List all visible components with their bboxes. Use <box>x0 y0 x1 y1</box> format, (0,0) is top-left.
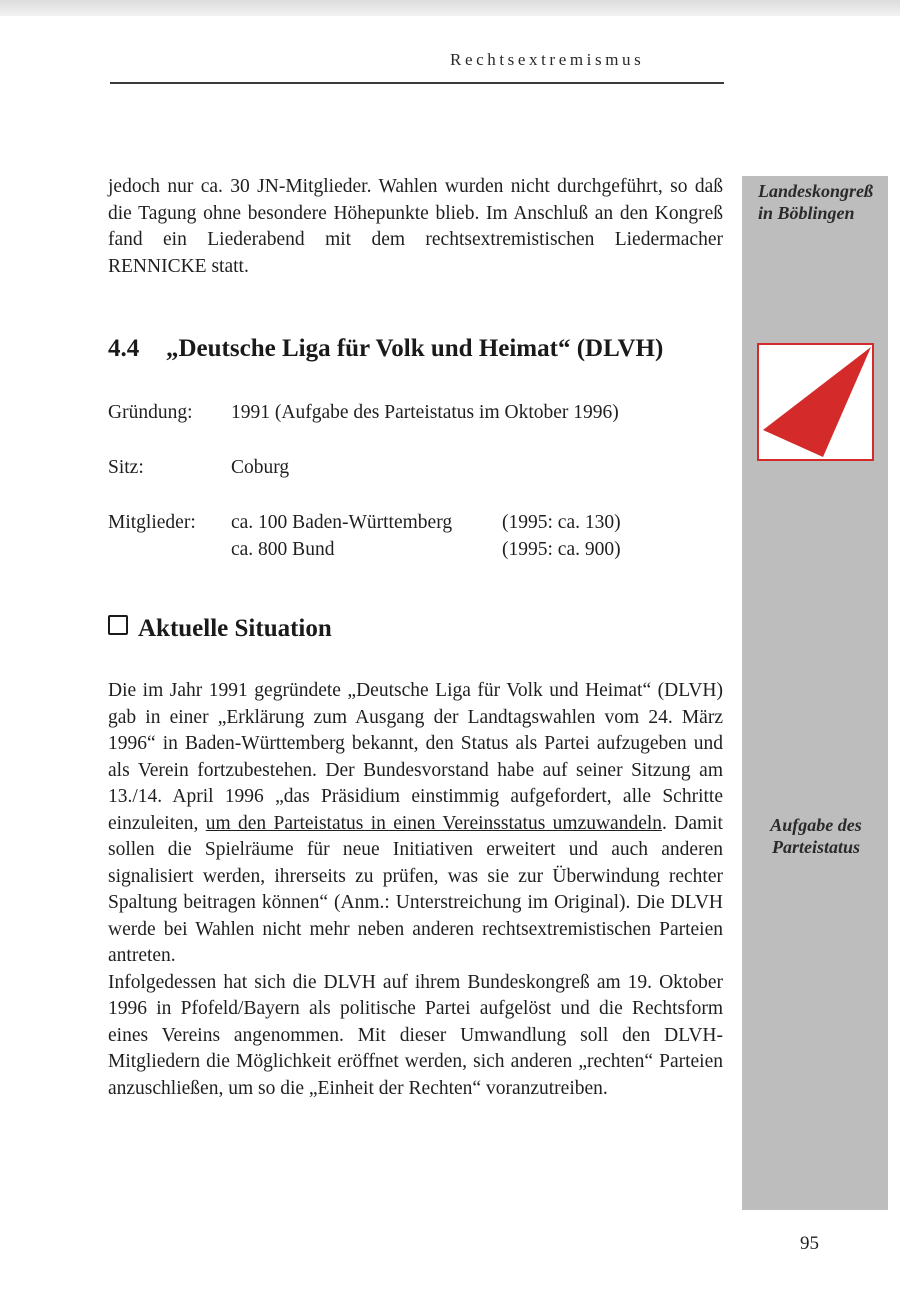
fact-value: Coburg <box>231 457 290 478</box>
subsection-title: Aktuelle Situation <box>138 615 332 642</box>
main-body <box>108 678 723 1102</box>
section-title: „Deutsche Liga für Volk und Heimat“ (DLVH) <box>166 335 664 362</box>
fact-label: Sitz: <box>108 457 144 478</box>
paragraph-1-text-cont: . Damit sollen die Spielräume für neue Initiativen erweitert und auch anderen signalisiert werden, ihrerseits zu prüfen, was sie zur Überwindung rechter Spaltung beitragen können“ (Anm.: Unterstreichung im Original). Die DLVH werde bei Wahlen nicht mehr neben anderen rechtsextremistischen Parteien antreten. <box>108 812 723 966</box>
member-count-bw-1995: (1995: ca. 130) <box>502 512 621 533</box>
page-number: 95 <box>800 1233 819 1254</box>
fact-label: Mitglieder: <box>108 512 196 533</box>
section-number: 4.4 <box>108 335 140 362</box>
subsection-heading <box>108 615 332 643</box>
top-scan-band <box>0 0 900 16</box>
intro-paragraph: jedoch nur ca. 30 JN-Mitglieder. Wahlen wurden nicht durchgeführt, so daß die Tagung ohne besondere Höhepunkte blieb. Im Anschluß an den Kongreß fand ein Liederabend mit dem rechtsextremistischen Liedermacher RENNICKE statt. <box>108 176 723 277</box>
member-count-bund: ca. 800 Bund <box>231 539 335 560</box>
paragraph-1 <box>108 678 723 970</box>
margin-note-aufgabe: Aufgabe des Parteistatus <box>770 815 862 857</box>
fact-label: Gründung: <box>108 402 193 423</box>
paragraph-2: Infolgedessen hat sich die DLVH auf ihrem Bundeskongreß am 19. Oktober 1996 in Pfofeld/Bayern als politische Partei aufgelöst und die Rechtsform eines Vereins angenommen. Mit dieser Umwandlung soll den DLVH-Mitgliedern die Möglichkeit eröffnet werden, sich anderen „rechten“ Parteien anzuschließen, um so die „Einheit der Rechten“ voranzutreiben. <box>108 971 723 1099</box>
paragraph-1-text: Die im Jahr 1991 gegründete „Deutsche Liga für Volk und Heimat“ (DLVH) gab in einer „Erklärung zum Ausgang der Landtagswahlen vom 24. März 1996“ in Baden-Württemberg bekannt, den Status als Partei aufzugeben und als Verein fortzubestehen. Der Bundesvorstand habe auf seiner Sitzung am 13./14. April 1996 „das Präsidium einstimmig aufgefordert, alle Schritte einzuleiten, <box>108 680 723 834</box>
member-count-bw: ca. 100 Baden-Württemberg <box>231 512 453 533</box>
margin-sidebar <box>742 176 888 1210</box>
running-header: Rechtsextremismus <box>450 50 645 69</box>
header-rule <box>110 82 724 84</box>
underlined-quote: um den Parteistatus in einen Vereinsstatus umzuwandeln <box>205 812 663 834</box>
margin-note-landeskongress: Landeskongreß in Böblingen <box>758 181 874 223</box>
section-heading <box>108 335 663 363</box>
fact-value: 1991 (Aufgabe des Parteistatus im Oktober 1996) <box>231 402 619 423</box>
checkbox-icon <box>108 615 128 635</box>
red-triangle-logo-icon <box>757 343 874 461</box>
member-count-bund-1995: (1995: ca. 900) <box>502 539 621 560</box>
